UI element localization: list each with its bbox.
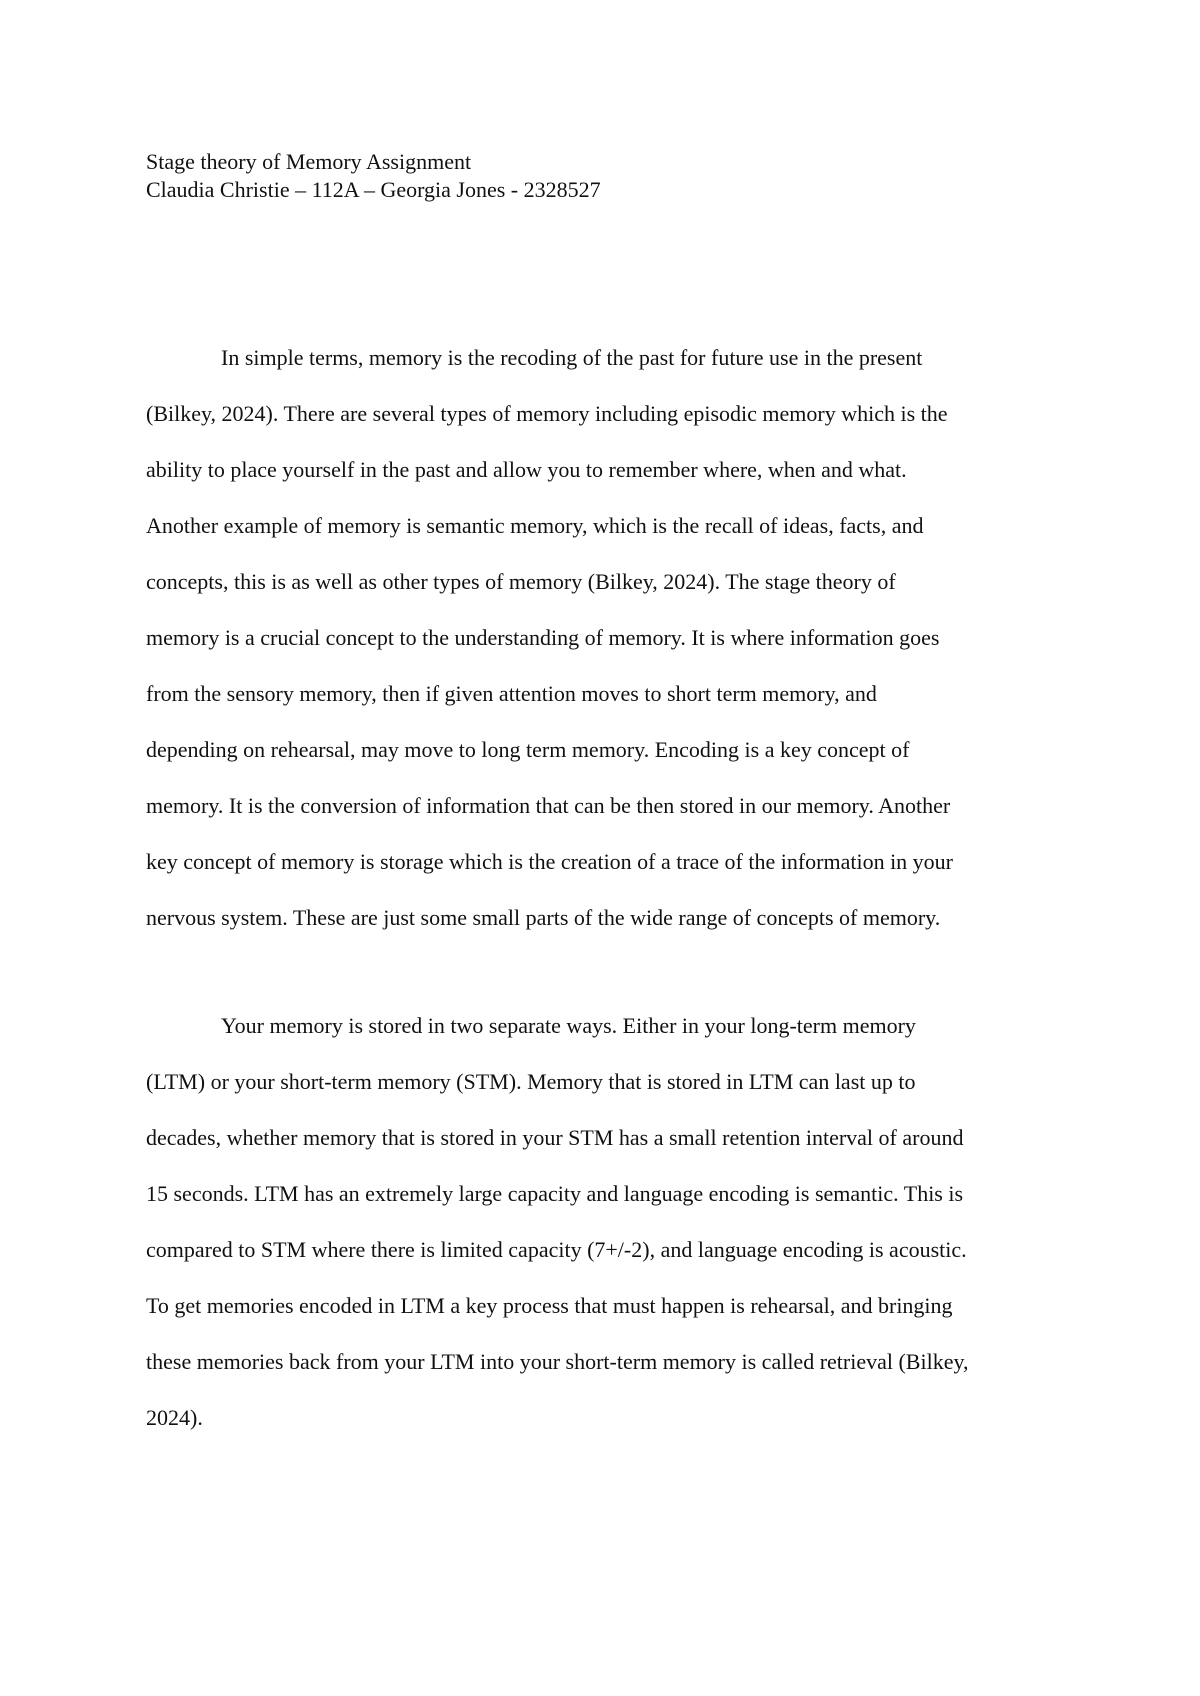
paragraph-line: 2024). — [146, 1405, 203, 1430]
document-header — [146, 148, 601, 204]
paragraph-line: (LTM) or your short-term memory (STM). Memory that is stored in LTM can last up to — [146, 1069, 916, 1094]
paragraph-memory-storage — [146, 1012, 1070, 1460]
paragraph-line: nervous system. These are just some small parts of the wide range of concepts of memory. — [146, 905, 941, 930]
paragraph-line: 15 seconds. LTM has an extremely large capacity and language encoding is semantic. This is — [146, 1181, 964, 1206]
paragraph-line: Another example of memory is semantic memory, which is the recall of ideas, facts, and — [146, 513, 924, 538]
document-title: Stage theory of Memory Assignment — [146, 149, 472, 174]
paragraph-line: from the sensory memory, then if given attention moves to short term memory, and — [146, 681, 877, 706]
paragraph-line: (Bilkey, 2024). There are several types of memory including episodic memory which is the — [146, 401, 948, 426]
paragraph-intro — [146, 344, 1070, 960]
paragraph-line: To get memories encoded in LTM a key process that must happen is rehearsal, and bringing — [146, 1293, 953, 1318]
paragraph-line: these memories back from your LTM into your short-term memory is called retrieval (Bilkey, — [146, 1349, 969, 1374]
author-line: Claudia Christie – 112A – Georgia Jones - 2328527 — [146, 177, 601, 202]
paragraph-line: depending on rehearsal, may move to long term memory. Encoding is a key concept of — [146, 737, 910, 762]
paragraph-line: memory is a crucial concept to the understanding of memory. It is where information goes — [146, 625, 940, 650]
paragraph-line: ability to place yourself in the past and allow you to remember where, when and what. — [146, 457, 907, 482]
paragraph-line: concepts, this is as well as other types of memory (Bilkey, 2024). The stage theory of — [146, 569, 896, 594]
paragraph-line: In simple terms, memory is the recoding of the past for future use in the present — [221, 345, 923, 370]
paragraph-line: memory. It is the conversion of information that can be then stored in our memory. Another — [146, 793, 951, 818]
paragraph-line: decades, whether memory that is stored in your STM has a small retention interval of around — [146, 1125, 964, 1150]
paragraph-line: key concept of memory is storage which is the creation of a trace of the information in your — [146, 849, 954, 874]
paragraph-line: compared to STM where there is limited capacity (7+/-2), and language encoding is acoustic. — [146, 1237, 967, 1262]
paragraph-line: Your memory is stored in two separate ways. Either in your long-term memory — [221, 1013, 916, 1038]
